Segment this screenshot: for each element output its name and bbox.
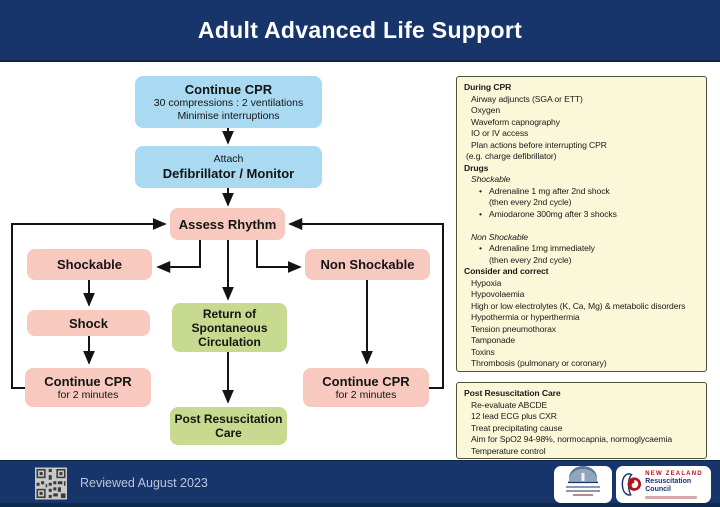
- consider-item: Hypoxia: [471, 277, 502, 288]
- during-cpr-item: (e.g. charge defibrillator): [466, 151, 557, 161]
- during-cpr-item: Plan actions before interrupting CPR: [471, 139, 607, 150]
- qr-code: [35, 467, 67, 500]
- node-continue-cpr-ratio: 30 compressions : 2 ventilations: [153, 97, 304, 109]
- node-post-resuscitation: [170, 407, 287, 445]
- consider-item: High or low electrolytes (K, Ca, Mg) & metabolic disorders: [471, 300, 686, 311]
- spacer: [464, 220, 699, 232]
- node-rosc-title: Return of Spontaneous Circulation: [191, 306, 268, 349]
- post-resuscitation-item: Temperature control: [471, 445, 546, 456]
- consider-heading: Consider and correct: [464, 266, 549, 276]
- nzrc-logo-text: [645, 471, 711, 499]
- node-shockable: [27, 249, 152, 280]
- node-continue-cpr-left: [25, 368, 151, 407]
- node-shockable-title: Shockable: [56, 257, 123, 272]
- post-resuscitation-item: Aim for SpO2 94-98%, normocapnia, normoglycaemia: [471, 434, 673, 444]
- drugs-non-shockable-item-cont: (then every 2nd cycle): [489, 254, 572, 265]
- nzrc-logo-line1: NEW ZEALAND: [645, 470, 703, 477]
- node-non-shockable: [305, 249, 430, 280]
- bullet-icon: •: [479, 243, 482, 253]
- post-resuscitation-item: Re-evaluate ABCDE: [471, 399, 548, 410]
- during-cpr-item: Waveform capnography: [471, 116, 560, 127]
- main-area: [0, 64, 720, 460]
- consider-item: Tension pneumothorax: [471, 323, 556, 334]
- node-continue-cpr-left-sub: for 2 minutes: [57, 388, 119, 401]
- post-resuscitation-item: Treat precipitating cause: [471, 422, 563, 433]
- consider-item: Toxins: [471, 346, 495, 357]
- node-attach-line: Attach: [213, 153, 244, 166]
- australian-resuscitation-council-logo: [554, 466, 612, 503]
- bullet-icon: •: [479, 208, 482, 219]
- node-continue-cpr-left-title: Continue CPR: [44, 373, 132, 389]
- during-cpr-item: Airway adjuncts (SGA or ETT): [471, 93, 583, 104]
- during-cpr-item: IO or IV access: [471, 128, 529, 138]
- node-post-resuscitation-title: Post Resuscitation Care: [174, 412, 283, 440]
- node-continue-cpr-right-title: Continue CPR: [322, 373, 410, 389]
- reviewed-date: Reviewed August 2023: [80, 476, 208, 490]
- drugs-shockable-label: Shockable: [471, 174, 511, 184]
- during-cpr-panel: [456, 76, 707, 372]
- node-continue-cpr-title: Continue CPR: [184, 82, 273, 97]
- drugs-heading: Drugs: [464, 162, 489, 173]
- node-continue-cpr: [135, 76, 322, 128]
- drugs-shockable-item: • Adrenaline 1 mg after 2nd shock: [479, 185, 610, 196]
- post-resuscitation-heading: Post Resuscitation Care: [464, 388, 561, 398]
- node-continue-cpr-right: [303, 368, 429, 407]
- node-non-shockable-title: Non Shockable: [320, 257, 415, 272]
- nzrc-emblem-icon: [620, 470, 643, 500]
- footer-bar: [0, 460, 720, 507]
- post-resuscitation-item: 12 lead ECG plus CXR: [471, 411, 557, 421]
- node-shock-title: Shock: [68, 315, 108, 331]
- during-cpr-item: Oxygen: [471, 105, 501, 115]
- node-continue-cpr-note: Minimise interruptions: [177, 109, 280, 122]
- consider-item: Hypovolaemia: [471, 289, 525, 299]
- node-attach-defibrillator: [135, 146, 322, 188]
- drugs-non-shockable-label: Non Shockable: [471, 231, 528, 242]
- drugs-non-shockable-item: • Adrenaline 1mg immediately: [479, 243, 595, 253]
- consider-item: Tamponade: [471, 335, 516, 345]
- arc-dome-icon: [554, 466, 612, 503]
- node-defibrillator-title: Defibrillator / Monitor: [162, 165, 295, 181]
- node-rosc: [172, 303, 287, 352]
- nzrc-logo-line2: Resuscitation Council: [645, 477, 692, 493]
- node-assess-rhythm: [170, 208, 285, 240]
- during-cpr-heading: During CPR: [464, 82, 512, 92]
- node-continue-cpr-right-sub: for 2 minutes: [335, 388, 397, 401]
- node-shock: [27, 310, 150, 336]
- consider-item: Hypothermia or hyperthermia: [471, 312, 580, 322]
- title-bar: [0, 0, 720, 62]
- post-resuscitation-panel: [456, 382, 707, 459]
- node-assess-rhythm-title: Assess Rhythm: [178, 216, 277, 232]
- drugs-shockable-item-cont: (then every 2nd cycle): [489, 197, 572, 207]
- new-zealand-resuscitation-council-logo: [616, 466, 711, 503]
- page-title: Adult Advanced Life Support: [197, 16, 523, 43]
- drugs-shockable-item: • Amiodarone 300mg after 3 shocks: [479, 208, 617, 219]
- bullet-icon: •: [479, 185, 482, 196]
- footer-bottom-strip: [0, 503, 720, 507]
- consider-item: Thrombosis (pulmonary or coronary): [471, 358, 607, 368]
- nzrc-logo-subtext-bar: [645, 496, 697, 499]
